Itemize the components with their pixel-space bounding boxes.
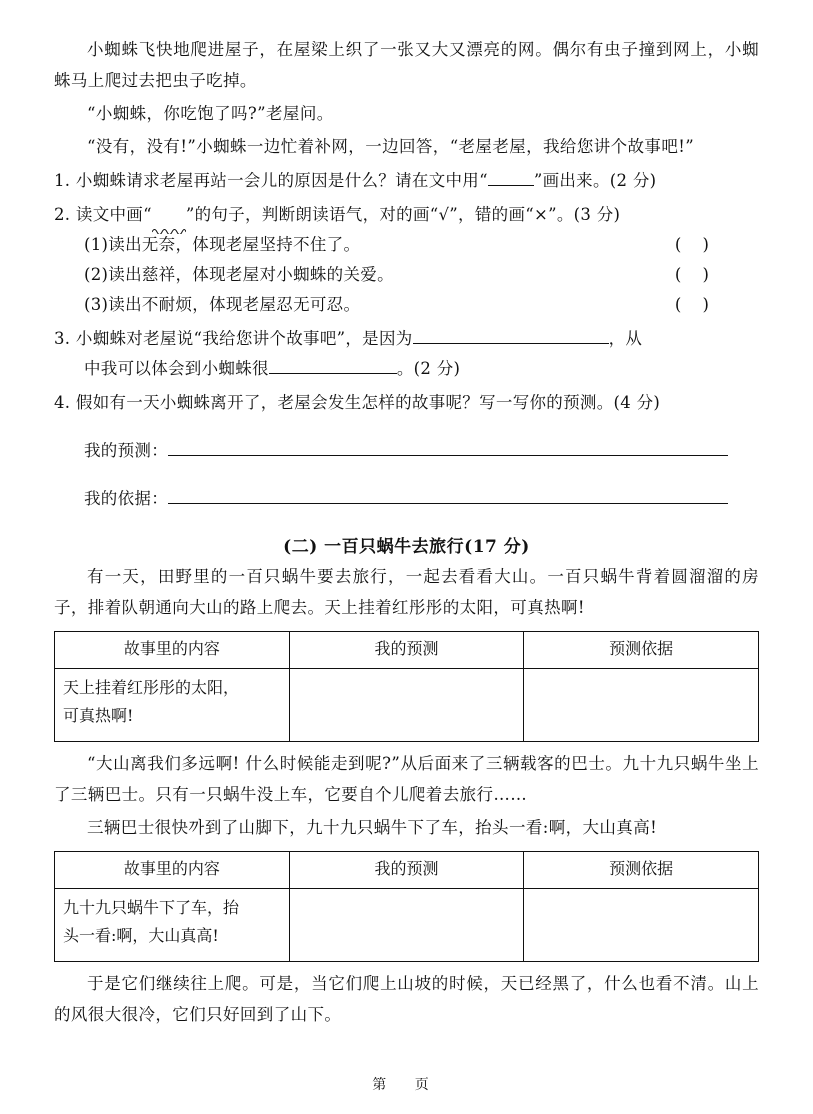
- question-2-sub-2-label: (2)读出慈祥，体现老屋对小蜘蛛的关爱。: [84, 265, 394, 284]
- question-2: [54, 200, 759, 230]
- question-2-sub-1-label: (1)读出无奈，体现老屋坚持不住了。: [84, 235, 361, 254]
- table2-cell-content-line2: 头一看:啊，大山真高!: [63, 925, 219, 945]
- question-3-number: 3.: [54, 329, 71, 348]
- question-3-line2: [54, 354, 759, 384]
- question-2-sub-3: [54, 290, 759, 320]
- table1-cell-content-line2: 可真热啊!: [63, 705, 134, 725]
- question-4-answer-2-label: 我的依据：: [84, 489, 168, 508]
- question-3-blank-2[interactable]: [269, 373, 397, 374]
- table1-header-content: 故事里的内容: [55, 631, 290, 668]
- question-4-answer-2-blank[interactable]: [168, 503, 728, 504]
- section-2-paragraph-3: 三辆巴士很快까到了山脚下，九十九只蜗牛下了车，抬头一看:啊，大山真高!: [87, 817, 658, 837]
- question-4: [54, 388, 759, 418]
- prediction-table-2: [54, 851, 759, 962]
- question-2-number: 2.: [54, 205, 71, 224]
- table2-header-prediction: 我的预测: [289, 851, 524, 888]
- question-1-number: 1.: [54, 171, 71, 190]
- table2-header-basis: 预测依据: [524, 851, 759, 888]
- question-1-text-after: ”画出来。(2 分): [533, 171, 657, 190]
- question-2-text-before: 读文中画“: [75, 205, 152, 224]
- table2-cell-content-line1: 九十九只蜗牛下了车，抬: [63, 897, 240, 917]
- answer-bracket[interactable]: ( ): [674, 295, 717, 314]
- table1-header-prediction: 我的预测: [289, 631, 524, 668]
- question-3-line2-before: 中我可以体会到小蜘蛛很: [84, 359, 269, 378]
- table2-cell-content: [55, 888, 290, 961]
- question-2-text-after: ”的句子，判断朗读语气，对的画“√”，错的画“×”。(3 分): [185, 205, 621, 224]
- answer-bracket[interactable]: ( ): [674, 235, 717, 254]
- section-2-paragraph-2: “大山离我们多远啊! 什么时候能走到呢?”从后面来了三辆载客的巴士。九十九只蜗牛坐上了三辆巴士。只有一只蜗牛没上车，它要自个儿爬着去旅行……: [54, 753, 759, 804]
- table1-cell-content: [55, 668, 290, 741]
- passage-paragraph: 小蜘蛛飞快地爬进屋子，在屋梁上织了一张又大又漂亮的网。偶尔有虫子撞到网上，小蜘蛛马上爬过去把虫子吃掉。: [54, 40, 759, 90]
- prediction-table-1: [54, 631, 759, 742]
- question-2-sub-2: [54, 260, 759, 290]
- question-3-line1: 小蜘蛛对老屋说“我给您讲个故事吧”，是因为: [75, 329, 413, 348]
- question-4-number: 4.: [54, 393, 71, 412]
- passage-paragraph: “小蜘蛛，你吃饱了吗?”老屋问。: [87, 104, 334, 123]
- table1-cell-prediction[interactable]: [289, 668, 524, 741]
- question-4-answer-1-blank[interactable]: [168, 455, 728, 456]
- table-row: [55, 888, 759, 961]
- page-footer: 第 页: [372, 1077, 441, 1093]
- table2-cell-prediction[interactable]: [289, 888, 524, 961]
- question-3-blank-1[interactable]: [413, 343, 609, 344]
- section-2-paragraph-4: 于是它们继续往上爬。可是，当它们爬上山坡的时候，天已经黑了，什么也看不清。山上的风很大很冷，它们只好回到了山下。: [54, 973, 759, 1024]
- section-2-paragraph-1: 有一天，田野里的一百只蜗牛要去旅行，一起去看看大山。一百只蜗牛背着圆溜溜的房子，排着队朝通向大山的路上爬去。天上挂着红彤彤的太阳，可真热啊!: [54, 566, 759, 617]
- question-4-answer-1: [54, 435, 759, 467]
- table1-header-basis: 预测依据: [524, 631, 759, 668]
- question-4-answer-1-label: 我的预测：: [84, 440, 168, 460]
- section-2-title: (二) 一百只蜗牛去旅行(17 分): [283, 536, 530, 557]
- question-1-text-before: 小蜘蛛请求老屋再站一会儿的原因是什么？请在文中用“: [75, 171, 488, 190]
- passage-paragraph: “没有，没有!”小蜘蛛一边忙着补网，一边回答，“老屋老屋，我给您讲个故事吧!”: [87, 137, 695, 156]
- table-row: [55, 668, 759, 741]
- question-1-blank: [488, 185, 534, 186]
- question-3-line1-after: ，从: [608, 329, 643, 348]
- question-4-answer-2: [54, 483, 759, 515]
- table1-cell-basis[interactable]: [524, 668, 759, 741]
- table-header-row: [55, 631, 759, 668]
- question-4-text: 假如有一天小蜘蛛离开了，老屋会发生怎样的故事呢？写一写你的预测。(4 分): [75, 393, 661, 412]
- question-3: [54, 324, 759, 354]
- table2-header-content: 故事里的内容: [55, 851, 290, 888]
- question-2-sub-1: [54, 230, 759, 260]
- table1-cell-content-line1: 天上挂着红彤彤的太阳，: [63, 677, 240, 697]
- question-2-sub-3-label: (3)读出不耐烦，体现老屋忍无可忍。: [84, 295, 361, 314]
- table-header-row: [55, 851, 759, 888]
- answer-bracket[interactable]: ( ): [674, 265, 717, 284]
- question-1: [54, 166, 759, 196]
- table2-cell-basis[interactable]: [524, 888, 759, 961]
- question-3-line2-after: 。(2 分): [396, 359, 461, 378]
